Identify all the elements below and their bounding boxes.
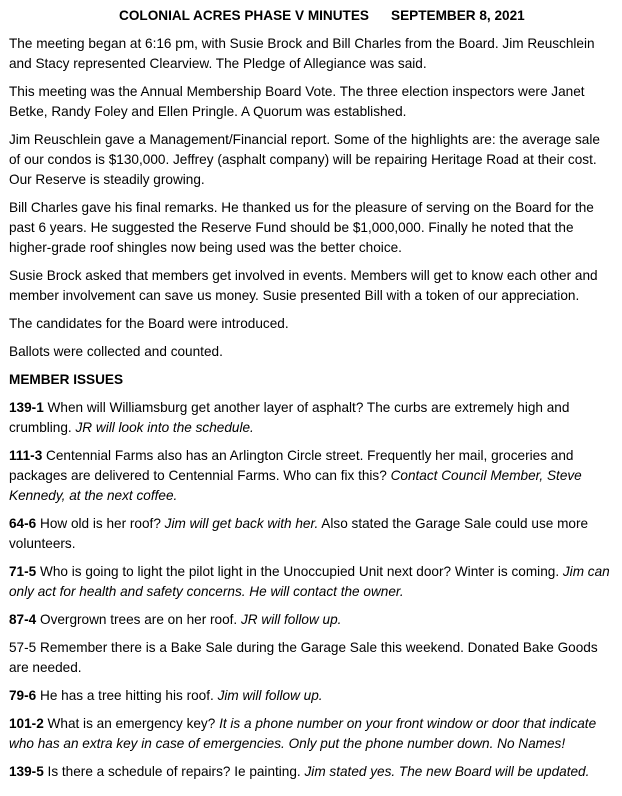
issue-reply: JR will follow up. (240, 612, 342, 627)
issue-reply: Jim will get back with her. (164, 516, 319, 531)
member-issues-heading: MEMBER ISSUES (9, 372, 124, 387)
issue-reply: Jim will follow up. (217, 688, 323, 703)
issue-question: What is an emergency key? (43, 716, 220, 731)
issue-unit-number: 101-2 (9, 716, 44, 731)
issue-item (9, 686, 612, 706)
issue-question-continued: Also stated the Garage Sale could use more volunteers. (9, 516, 589, 551)
issue-item (9, 514, 612, 554)
paragraph-candidates: The candidates for the Board were introduced. (9, 316, 289, 331)
issue-reply: It is a phone number on your front window or door that indicate who has an extra key in case of emergencies. Only put the phone number down. No Names! (9, 716, 597, 751)
issue-question: He has a tree hitting his roof. (36, 688, 218, 703)
title-text: COLONIAL ACRES PHASE V MINUTES (119, 8, 369, 23)
issue-unit-number: 111-3 (9, 448, 43, 463)
issue-question: When will Williamsburg get another layer of asphalt? The curbs are extremely high and crumbling. (9, 400, 570, 435)
issue-reply: Jim can only act for health and safety concerns. He will contact the owner. (9, 564, 610, 599)
issue-item (9, 714, 612, 754)
title-date: SEPTEMBER 8, 2021 (391, 8, 525, 23)
paragraph-final-remarks: Bill Charles gave his final remarks. He thanked us for the pleasure of serving on the Board for the past 6 years. He suggested the Reserve Fund should be $1,000,000. Finally he noted that the higher-grade roof shingles now being used was the better choice. (9, 200, 594, 255)
issue-item (9, 610, 612, 630)
paragraph-member-involvement: Susie Brock asked that members get involved in events. Members will get to know each other and member involvement can save us money. Susie presented Bill with a token of our appreciation. (9, 268, 598, 303)
issue-unit-number: 79-6 (9, 688, 37, 703)
issue-question: Remember there is a Bake Sale during the Garage Sale this weekend. Donated Bake Goods are needed. (9, 640, 598, 675)
issue-reply: Contact Council Member, Steve Kennedy, at the next coffee. (9, 468, 582, 503)
issue-item (9, 562, 612, 602)
paragraph-meeting-start: The meeting began at 6:16 pm, with Susie Brock and Bill Charles from the Board. Jim Reuschlein and Stacy represented Clearview. The Pledge of Allegiance was said. (9, 36, 595, 71)
paragraph-financial-report: Jim Reuschlein gave a Management/Financial report. Some of the highlights are: the average sale of our condos is $130,000. Jeffrey (asphalt company) will be repairing Heritage Road at their cost. Our Reserve is steadily growing. (9, 132, 600, 187)
issue-unit-number: 71-5 (9, 564, 37, 579)
issue-unit-number: 87-4 (9, 612, 37, 627)
issue-item (9, 398, 612, 438)
issue-question: Is there a schedule of repairs? Ie painting. (43, 764, 305, 779)
issue-question: How old is her roof? (36, 516, 165, 531)
issue-reply: Jim stated yes. The new Board will be updated. (304, 764, 590, 779)
issue-item (9, 762, 612, 782)
issue-question: Centennial Farms also has an Arlington Circle street. Frequently her mail, groceries and packages are delivered to Centennial Farms. Who can fix this? (9, 448, 574, 483)
issue-unit-number: 139-1 (9, 400, 44, 415)
paragraph-ballots: Ballots were collected and counted. (9, 344, 223, 359)
issue-item (9, 638, 612, 678)
document-title (9, 6, 612, 26)
issue-item (9, 446, 612, 506)
issue-reply: JR will look into the schedule. (75, 420, 254, 435)
issue-unit-number-plain: 57-5 (9, 640, 37, 655)
issue-unit-number: 139-5 (9, 764, 44, 779)
issue-question: Overgrown trees are on her roof. (36, 612, 241, 627)
issue-unit-number: 64-6 (9, 516, 37, 531)
issue-question: Who is going to light the pilot light in the Unoccupied Unit next door? Winter is coming. (36, 564, 563, 579)
paragraph-board-vote: This meeting was the Annual Membership Board Vote. The three election inspectors were Janet Betke, Randy Foley and Ellen Pringle. A Quorum was established. (9, 84, 585, 119)
